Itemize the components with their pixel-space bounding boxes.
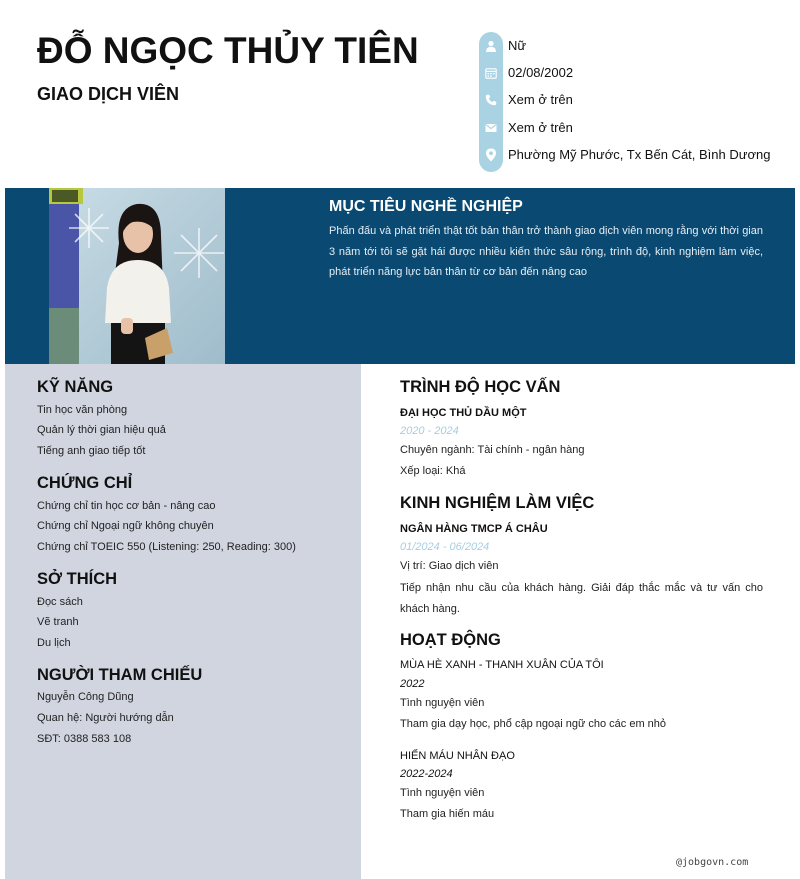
contact-email bbox=[479, 114, 779, 141]
experience-description: Tiếp nhận nhu cầu của khách hàng. Giải đáp thắc mắc và tư vấn cho khách hàng. bbox=[400, 582, 763, 615]
phone-icon bbox=[479, 86, 503, 113]
company-name: NGÂN HÀNG TMCP Á CHÂU bbox=[400, 523, 548, 535]
certificate-item: Chứng chỉ Ngoại ngữ không chuyên bbox=[37, 520, 214, 532]
hobby-item: Vẽ tranh bbox=[37, 616, 79, 628]
education-title: TRÌNH ĐỘ HỌC VẤN bbox=[400, 378, 561, 396]
activity-role: Tình nguyện viên bbox=[400, 787, 485, 799]
school-name: ĐẠI HỌC THỦ DẦU MỘT bbox=[400, 407, 527, 419]
skill-item: Quản lý thời gian hiệu quả bbox=[37, 424, 166, 436]
contact-address bbox=[479, 141, 779, 168]
email-text: Xem ở trên bbox=[508, 120, 573, 135]
profile-photo bbox=[49, 188, 225, 364]
education-major: Chuyên ngành: Tài chính - ngân hàng bbox=[400, 444, 585, 456]
activity-year: 2022-2024 bbox=[400, 768, 453, 780]
activity-year: 2022 bbox=[400, 678, 425, 690]
activity-role: Tình nguyện viên bbox=[400, 697, 485, 709]
education-period: 2020 - 2024 bbox=[400, 425, 459, 437]
hobby-item: Đọc sách bbox=[37, 596, 83, 608]
references-title: NGƯỜI THAM CHIẾU bbox=[37, 666, 203, 684]
phone-text: Xem ở trên bbox=[508, 92, 573, 107]
address-text: Phường Mỹ Phước, Tx Bến Cát, Bình Dương bbox=[508, 147, 771, 162]
certificate-item: Chứng chỉ tin học cơ bản - nâng cao bbox=[37, 500, 216, 512]
activity-name: MÙA HÈ XANH - THANH XUÂN CỦA TÔI bbox=[400, 659, 604, 671]
job-title: GIAO DỊCH VIÊN bbox=[37, 84, 180, 104]
contact-birthday bbox=[479, 59, 779, 86]
contact-gender bbox=[479, 32, 779, 59]
hobby-item: Du lịch bbox=[37, 637, 71, 649]
gender-text: Nữ bbox=[508, 38, 527, 53]
watermark-text: @jobgovn.com bbox=[676, 857, 749, 868]
activity-description: Tham gia dạy học, phổ cập ngoại ngữ cho các em nhỏ bbox=[400, 718, 667, 730]
experience-position: Vị trí: Giao dịch viên bbox=[400, 560, 499, 572]
calendar-icon bbox=[479, 59, 503, 86]
objective-text: Phấn đấu và phát triển thật tốt bản thân trở thành giao dịch viên mong rằng với thời gian 3 năm tới tôi sẽ gặt hái được nhiều kiến thức sâu rộng, trình độ, kinh nghiệm làm việc, phát triển năng lực bản thân từ cơ bản đến nâng cao bbox=[329, 225, 763, 278]
education-grade: Xếp loại: Khá bbox=[400, 465, 466, 477]
certificate-item: Chứng chỉ TOEIC 550 (Listening: 250, Reading: 300) bbox=[37, 541, 296, 553]
activity-name: HIẾN MÁU NHÂN ĐẠO bbox=[400, 750, 515, 762]
experience-title: KINH NGHIỆM LÀM VIỆC bbox=[400, 494, 595, 512]
reference-item: SĐT: 0388 583 108 bbox=[37, 733, 132, 745]
activities-title: HOẠT ĐỘNG bbox=[400, 631, 501, 649]
activity-description: Tham gia hiến máu bbox=[400, 808, 495, 820]
hobbies-title: SỞ THÍCH bbox=[37, 570, 118, 588]
experience-period: 01/2024 - 06/2024 bbox=[400, 541, 490, 553]
location-pin-icon bbox=[479, 141, 503, 168]
birthday-text: 02/08/2002 bbox=[508, 65, 574, 80]
mail-icon bbox=[479, 114, 503, 141]
objective-title: MỤC TIÊU NGHỀ NGHIỆP bbox=[329, 198, 523, 215]
skill-item: Tin học văn phòng bbox=[37, 404, 128, 416]
full-name: ĐỖ NGỌC THỦY TIÊN bbox=[37, 30, 419, 71]
certificates-title: CHỨNG CHỈ bbox=[37, 474, 133, 492]
skills-title: KỸ NĂNG bbox=[37, 378, 114, 396]
person-icon bbox=[479, 32, 503, 59]
contact-phone bbox=[479, 86, 779, 113]
skill-item: Tiếng anh giao tiếp tốt bbox=[37, 445, 146, 457]
cv-header bbox=[0, 0, 800, 188]
reference-item: Nguyễn Công Dũng bbox=[37, 691, 134, 703]
reference-item: Quan hệ: Người hướng dẫn bbox=[37, 712, 174, 724]
